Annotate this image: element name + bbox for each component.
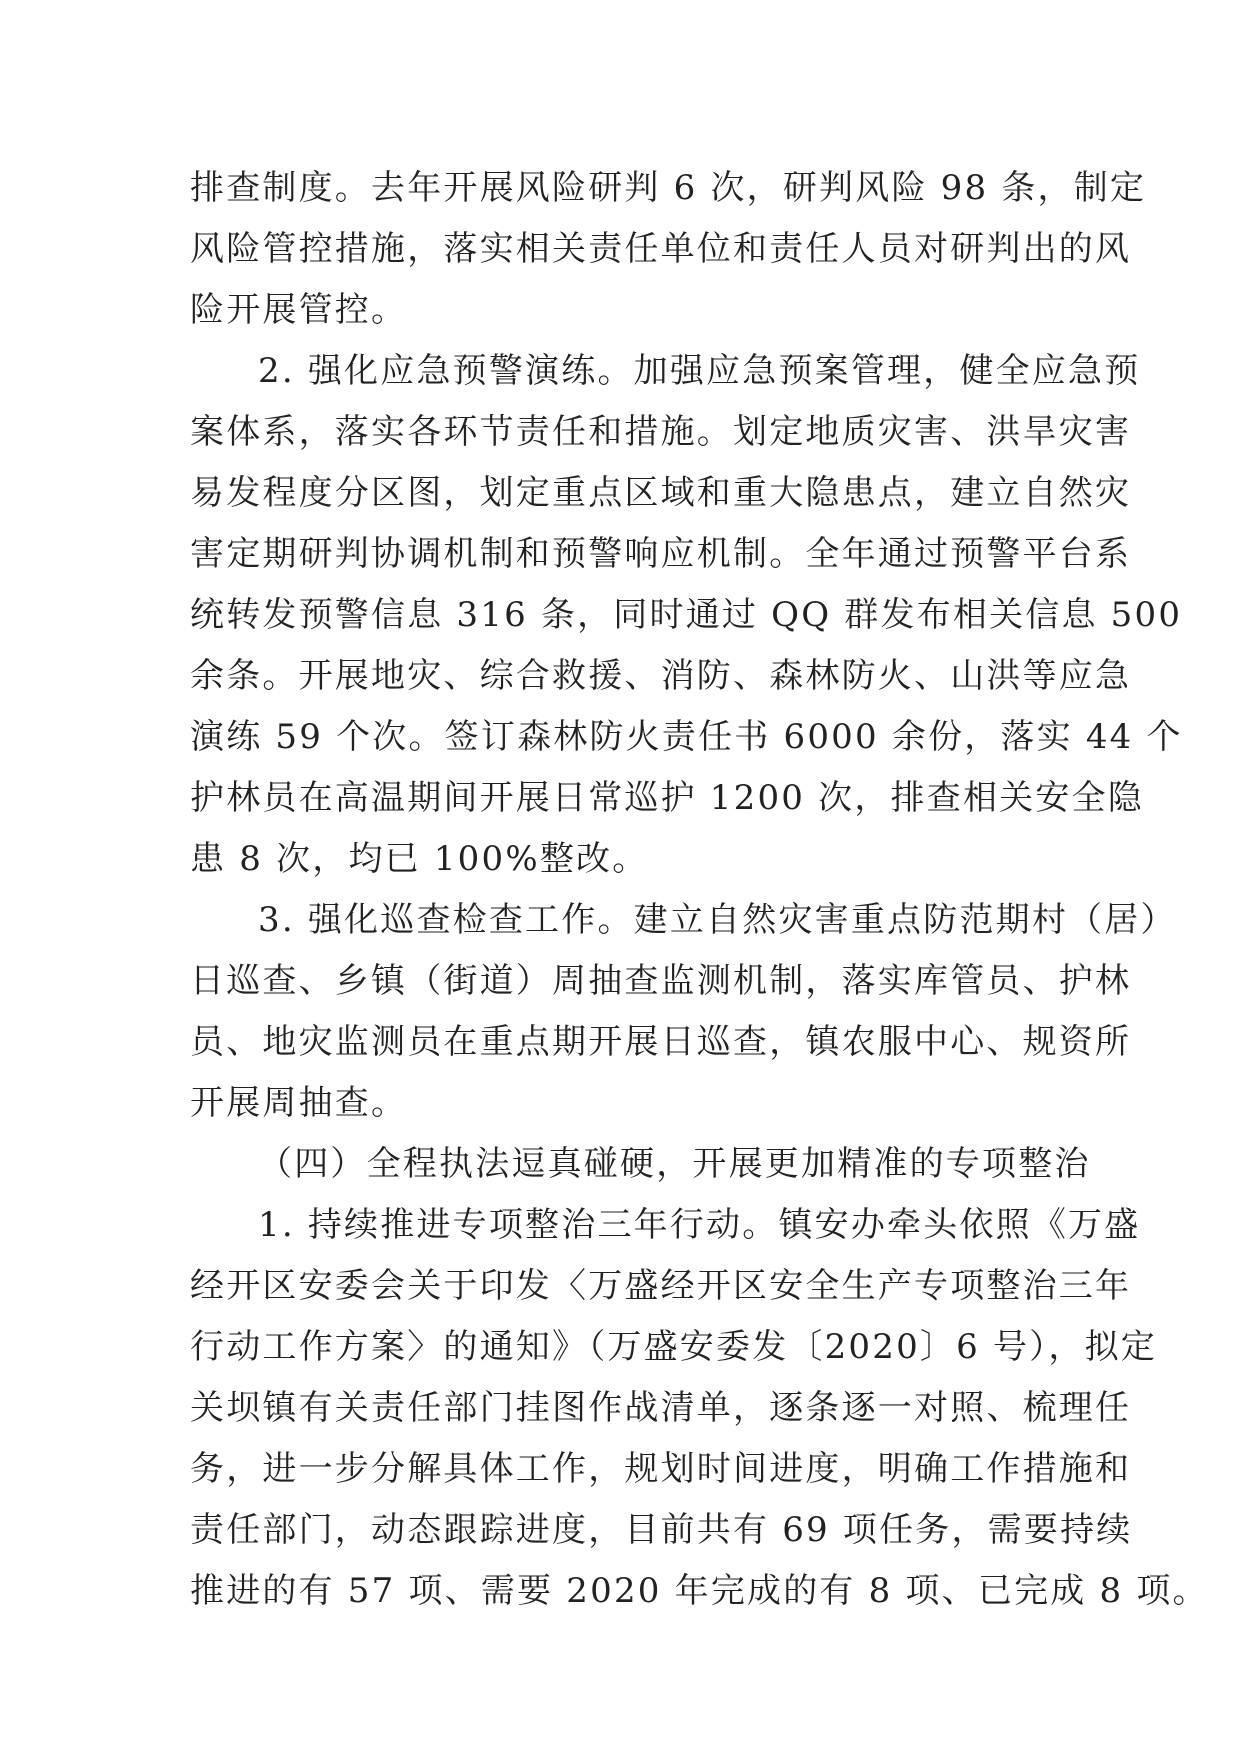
text-line: 统转发预警信息 316 条，同时通过 QQ 群发布相关信息 500 (190, 595, 1183, 635)
text-line: 关坝镇有关责任部门挂图作战清单，逐条逐一对照、梳理任 (190, 1388, 1132, 1428)
text-line: 易发程度分区图，划定重点区域和重大隐患点，建立自然灾 (190, 473, 1132, 513)
paragraph-three-year-action (190, 1195, 1209, 1622)
text-line: 险开展管控。 (190, 290, 408, 330)
document-page (190, 158, 1209, 1622)
text-line: 风险管控措施，落实相关责任单位和责任人员对研判出的风 (190, 229, 1132, 269)
text-line: 推进的有 57 项、需要 2020 年完成的有 8 项、已完成 8 项。 (190, 1571, 1209, 1611)
text-line: 排查制度。去年开展风险研判 6 次，研判风险 98 条，制定 (190, 168, 1147, 208)
paragraph-emergency-drills (190, 341, 1183, 890)
text-line: 余条。开展地灾、综合救援、消防、森林防火、山洪等应急 (190, 656, 1132, 696)
text-line: 案体系，落实各环节责任和措施。划定地质灾害、洪旱灾害 (190, 412, 1132, 452)
text-line: 患 8 次，均已 100%整改。 (190, 839, 649, 879)
section-heading-four (190, 1134, 1091, 1195)
text-line: 日巡查、乡镇（街道）周抽查监测机制，落实库管员、护林 (190, 961, 1132, 1001)
text-line: 2. 强化应急预警演练。加强应急预案管理，健全应急预 (258, 351, 1141, 391)
text-line: 护林员在高温期间开展日常巡护 1200 次，排查相关安全隐 (190, 778, 1144, 818)
text-line: 3. 强化巡查检查工作。建立自然灾害重点防范期村（居） (258, 900, 1177, 940)
text-line: 演练 59 个次。签订森林防火责任书 6000 余份，落实 44 个 (190, 717, 1183, 757)
paragraph-patrol-inspection (190, 890, 1177, 1134)
text-line: 务，进一步分解具体工作，规划时间进度，明确工作措施和 (190, 1449, 1132, 1489)
paragraph-risk-assessment (190, 158, 1147, 341)
text-line: 经开区安委会关于印发〈万盛经开区安全生产专项整治三年 (190, 1266, 1132, 1306)
text-line: 害定期研判协调机制和预警响应机制。全年通过预警平台系 (190, 534, 1132, 574)
text-line: 责任部门，动态跟踪进度，目前共有 69 项任务，需要持续 (190, 1510, 1133, 1550)
text-line: 1. 持续推进专项整治三年行动。镇安办牵头依照《万盛 (258, 1205, 1141, 1245)
text-line: 行动工作方案〉的通知》（万盛安委发〔2020〕6 号），拟定 (190, 1327, 1157, 1367)
text-line: 员、地灾监测员在重点期开展日巡查，镇农服中心、规资所 (190, 1022, 1132, 1062)
section-heading: （四）全程执法逗真碰硬，开展更加精准的专项整治 (258, 1144, 1091, 1184)
text-line: 开展周抽查。 (190, 1083, 408, 1123)
